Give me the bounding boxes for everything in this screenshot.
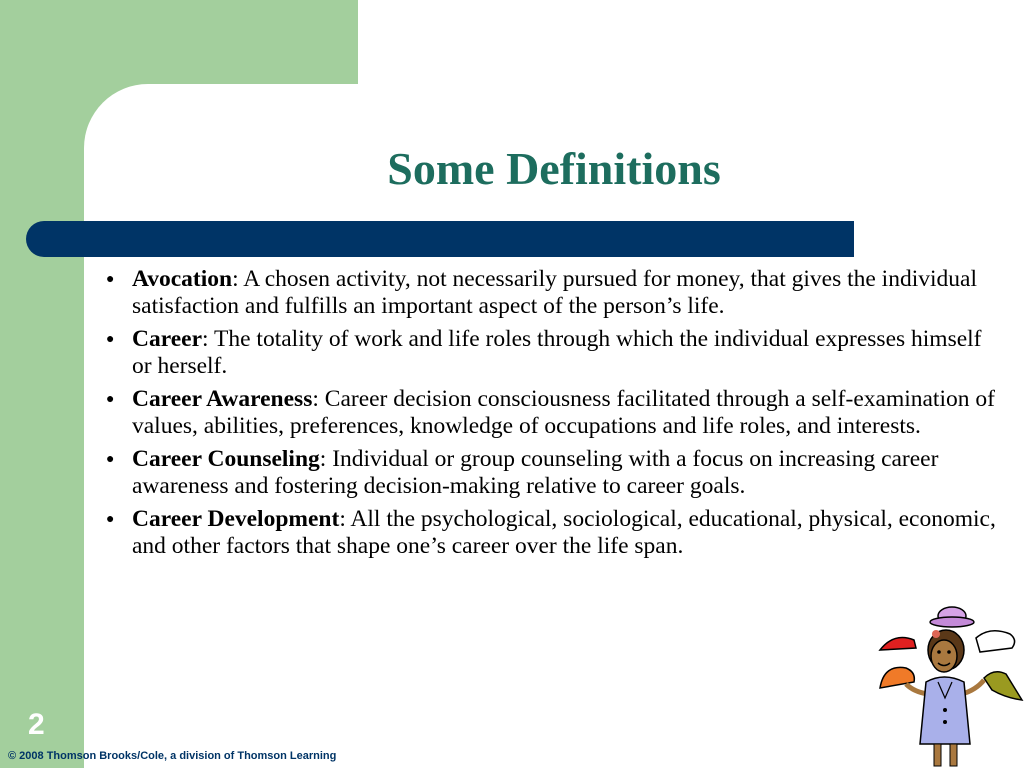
- bullet-icon: ●: [106, 272, 115, 287]
- definition-item-career-development: [104, 506, 999, 560]
- definition-term: Career: [132, 326, 203, 352]
- definition-text: Career decision consciousness facilitated through a self-examination of values, abilities, preferences, knowledge of occupations and life roles, and interests.: [132, 386, 995, 439]
- bullet-icon: ●: [106, 332, 115, 347]
- definition-item-career: [104, 326, 999, 380]
- definition-term: Avocation: [132, 266, 233, 292]
- definition-separator: :: [312, 386, 325, 412]
- definition-separator: :: [319, 446, 333, 472]
- definition-text: The totality of work and life roles through which the individual expresses himself or herself.: [132, 326, 982, 379]
- title-underline-bar: [26, 221, 854, 257]
- bullet-icon: ●: [106, 392, 115, 407]
- definition-item-career-counseling: [104, 446, 999, 500]
- definition-separator: :: [339, 506, 351, 532]
- definition-text: All the psychological, sociological, educational, physical, economic, and other factors that shape one’s career over the life span.: [132, 506, 996, 559]
- top-white-strip: [358, 0, 1024, 84]
- definitions-list: [104, 266, 999, 566]
- definition-separator: :: [202, 326, 215, 352]
- woman-juggling-hats-illustration: [872, 602, 1024, 768]
- definition-separator: :: [232, 266, 244, 292]
- definition-term: Career Awareness: [132, 386, 313, 412]
- definition-term: Career Counseling: [132, 446, 320, 472]
- slide-title: Some Definitions: [387, 143, 721, 194]
- definition-text: A chosen activity, not necessarily pursued for money, that gives the individual satisfaction and fulfills an important aspect of the person’s life.: [132, 266, 977, 319]
- copyright-notice: © 2008 Thomson Brooks/Cole, a division of Thomson Learning: [8, 750, 337, 762]
- definition-text: Individual or group counseling with a focus on increasing career awareness and fostering decision-making relative to career goals.: [132, 446, 939, 499]
- definition-item-career-awareness: [104, 386, 999, 440]
- definition-item-avocation: [104, 266, 999, 320]
- bullet-icon: ●: [106, 512, 115, 527]
- bullet-icon: ●: [106, 452, 115, 467]
- definition-term: Career Development: [132, 506, 340, 532]
- page-number: 2: [28, 708, 45, 741]
